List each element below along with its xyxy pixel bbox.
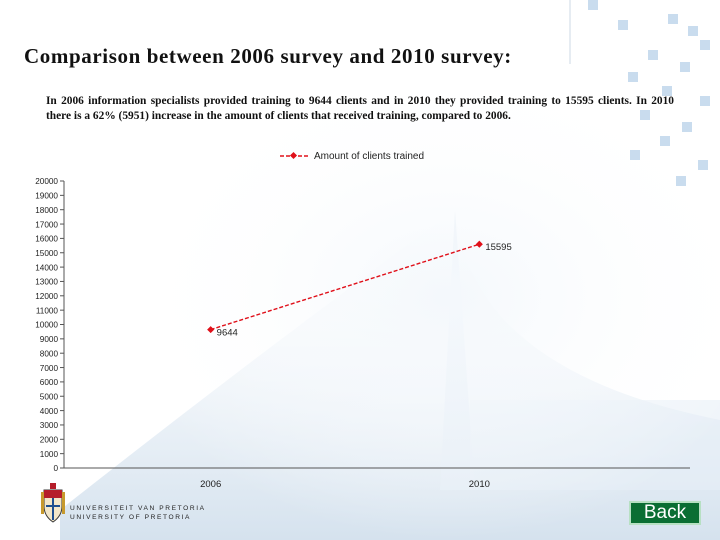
chart-legend xyxy=(280,151,424,162)
y-tick-label: 2000 xyxy=(39,435,58,445)
data-point xyxy=(476,241,483,248)
y-tick-label: 13000 xyxy=(35,277,58,287)
y-tick-label: 8000 xyxy=(39,349,58,359)
y-tick-label: 16000 xyxy=(35,234,58,244)
y-tick-label: 3000 xyxy=(39,421,58,431)
logo-text-english: UNIVERSITY OF PRETORIA xyxy=(70,514,192,521)
slide-title: Comparison between 2006 survey and 2010 survey: xyxy=(24,44,512,68)
legend-marker xyxy=(290,152,297,159)
y-tick-label: 4000 xyxy=(39,406,58,416)
y-tick-label: 11000 xyxy=(35,306,58,316)
plot-area xyxy=(207,241,512,339)
slide-description: In 2006 information specialists provided training to 9644 clients and in 2010 they provided training to 15595 clients. In 2010 there is a 62% (5951) increase in the amount of clients that received training, compared to 2006. xyxy=(46,95,674,122)
series-line xyxy=(211,244,480,329)
y-tick-label: 0 xyxy=(53,464,58,474)
y-tick-label: 7000 xyxy=(39,363,58,373)
back-button[interactable]: Back xyxy=(629,501,701,525)
data-label: 15595 xyxy=(485,242,512,254)
logo-text-afrikaans: UNIVERSITEIT VAN PRETORIA xyxy=(70,505,206,512)
line-chart xyxy=(0,140,720,490)
y-tick-label: 6000 xyxy=(39,378,58,388)
legend-series-name: Amount of clients trained xyxy=(314,151,425,162)
y-tick-label: 17000 xyxy=(35,220,58,230)
x-tick-label: 2010 xyxy=(468,479,490,490)
y-tick-label: 18000 xyxy=(35,205,58,215)
y-tick-label: 14000 xyxy=(35,263,58,273)
y-tick-label: 15000 xyxy=(35,248,58,258)
y-tick-label: 1000 xyxy=(39,449,58,459)
data-label: 9644 xyxy=(216,327,238,339)
y-tick-label: 20000 xyxy=(35,177,58,187)
y-axis xyxy=(35,177,64,473)
university-logo xyxy=(36,482,206,526)
y-tick-label: 9000 xyxy=(39,335,58,345)
data-point xyxy=(207,326,214,333)
y-tick-label: 5000 xyxy=(39,392,58,402)
y-tick-label: 19000 xyxy=(35,191,58,201)
crest-icon xyxy=(40,482,66,524)
y-tick-label: 10000 xyxy=(35,320,58,330)
y-tick-label: 12000 xyxy=(35,292,58,301)
x-tick-label: 2006 xyxy=(200,479,222,490)
